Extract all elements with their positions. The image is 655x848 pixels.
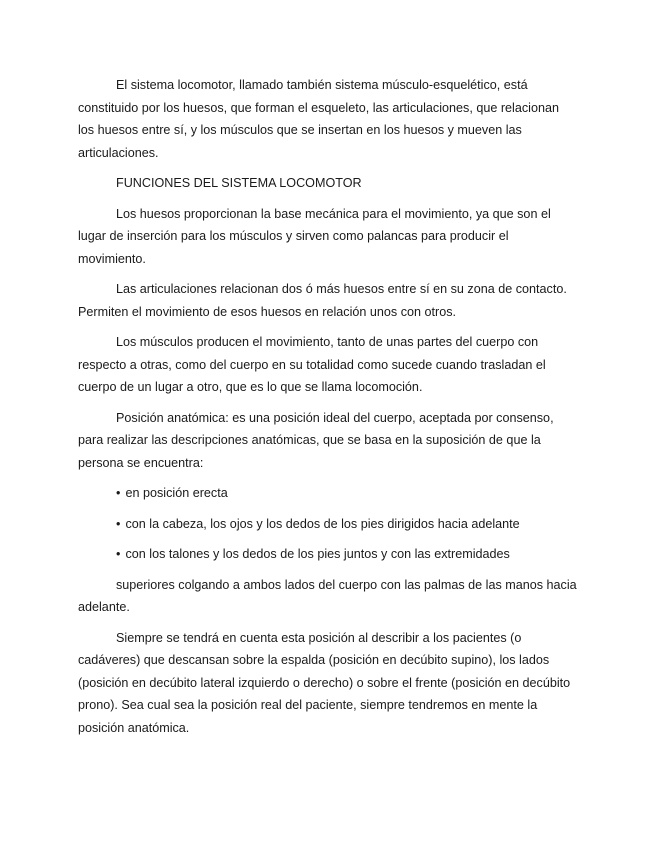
bullet-item-talones [78, 543, 578, 566]
section-heading: FUNCIONES DEL SISTEMA LOCOMOTOR [116, 176, 362, 190]
intro-paragraph: El sistema locomotor, llamado también sistema músculo-esquelético, está constituido por los huesos, que forman el esqueleto, las articulaciones, que relacionan los huesos entre sí, y los músculos que se insertan en los huesos y mueven las articulaciones. [78, 78, 559, 160]
bullet-item-cabeza [78, 513, 578, 536]
bullet-text: en posición erecta [125, 486, 228, 500]
bullet-text: con la cabeza, los ojos y los dedos de los pies dirigidos hacia adelante [125, 516, 520, 531]
musculos-paragraph: Los músculos producen el movimiento, tanto de unas partes del cuerpo con respecto a otras, como del cuerpo en su totalidad como sucede cuando trasladan el cuerpo de un lugar a otro, que es lo que se llama locomoción. [78, 335, 546, 394]
continuation-paragraph: superiores colgando a ambos lados del cuerpo con las palmas de las manos hacia adelante. [78, 577, 577, 614]
bullet-mark: • [116, 516, 121, 531]
document-body [78, 74, 578, 747]
articulaciones-paragraph: Las articulaciones relacionan dos ó más huesos entre sí en su zona de contacto. Permiten el movimiento de esos huesos en relación unos con otros. [78, 282, 567, 319]
bullet-mark: • [116, 486, 121, 500]
bullet-text: con los talones y los dedos de los pies juntos y con las extremidades [125, 547, 510, 561]
closing-paragraph: Siempre se tendrá en cuenta esta posición al describir a los pacientes (o cadáveres) que descansan sobre la espalda (posición en decúbito supino), los lados (posición en decúbito lateral izquierdo o derecho) o sobre el frente (posición en decúbito prono). Sea cual sea la posición real del paciente, siempre tendremos en mente la posición anatómica. [78, 630, 571, 735]
bullet-mark: • [116, 547, 121, 561]
bullet-item-erecta [78, 482, 578, 505]
posicion-anatomica-paragraph: Posición anatómica: es una posición ideal del cuerpo, aceptada por consenso, para realizar las descripciones anatómicas, que se basa en la suposición de que la persona se encuentra: [78, 410, 554, 470]
huesos-paragraph: Los huesos proporcionan la base mecánica para el movimiento, ya que son el lugar de inserción para los músculos y sirven como palancas para producir el movimiento. [78, 206, 551, 266]
